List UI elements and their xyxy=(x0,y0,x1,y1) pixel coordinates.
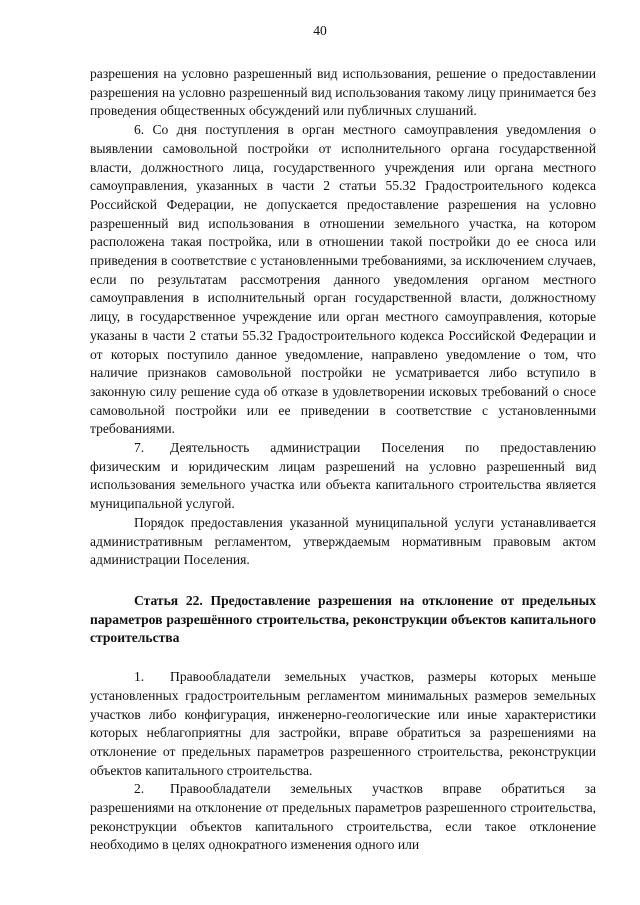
document-body xyxy=(90,65,596,855)
page-number: 40 xyxy=(313,23,327,38)
paragraph-7-procedure: Порядок предоставления указанной муниципальной услуги устанавливается административным регламентом, утверждаемым нормативным правовым актом администрации Поселения. xyxy=(90,514,596,568)
item-2-text: Правообладатели земельных участков вправе обратиться за разрешениями на отклонение от предельных параметров разрешенного строительства, реконструкции объектов капитального строительства, если такое отклонение необходимо в целях однократного изменения одного или xyxy=(90,781,596,853)
paragraph-6: 6. Со дня поступления в орган местного самоуправления уведомления о выявлении самовольной постройки от исполнительного органа государственной власти, должностного лица, государственного учреждения или органа местного самоуправления, указанных в части 2 статьи 55.32 Градостроительного кодекса Российской Федерации, не допускается предоставление разрешения на условно разрешенный вид использования в отношении земельного участка, на котором расположена такая постройка, или в отношении такой постройки до ее сноса или приведения в соответствие с установленными требованиями, за исключением случаев, если по результатам рассмотрения данного уведомления органом местного самоуправления в исполнительный орган государственной власти, должностному лицу, в государственное учреждение или орган местного самоуправления, которые указаны в части 2 статьи 55.32 Градостроительного кодекса Российской Федерации и от которых поступило данное уведомление, направлено уведомление о том, что наличие признаков самовольной постройки не усматривается либо вступило в законную силу решение суда об отказе в удовлетворении исковых требований о сносе самовольной постройки или ее приведении в соответствие с установленными требованиями. xyxy=(90,122,596,437)
paragraph-7-text: Деятельность администрации Поселения по предоставлению физическим и юридическим лицам разрешений на условно разрешенный вид использования земельного участка или объекта капитального строительства является муниципальной услугой. xyxy=(90,440,596,512)
article-22-heading: Статья 22. Предоставление разрешения на отклонение от предельных параметров разрешённого строительства, реконструкции объектов капитального строительства xyxy=(90,592,596,646)
item-1-text: Правообладатели земельных участков, размеры которых меньше установленных градостроительным регламентом минимальных размеров земельных участков либо конфигурация, инженерно-геологические или иные характеристики которых неблагоприятны для застройки, вправе обратиться за разрешениями на отклонение от предельных параметров разрешенного строительства, реконструкции объектов капитального строительства. xyxy=(90,669,596,778)
paragraph-7 xyxy=(90,439,596,514)
paragraph-7-number: 7. xyxy=(134,440,145,456)
item-2-number: 2. xyxy=(134,781,145,797)
paragraph-continuation: разрешения на условно разрешенный вид использования, решение о предоставлении разрешения на условно разрешенный вид использования такому лицу принимается без проведения общественных обсуждений или публичных слушаний. xyxy=(90,66,596,119)
item-1 xyxy=(90,668,596,780)
item-2 xyxy=(90,780,596,855)
item-1-number: 1. xyxy=(134,669,145,685)
